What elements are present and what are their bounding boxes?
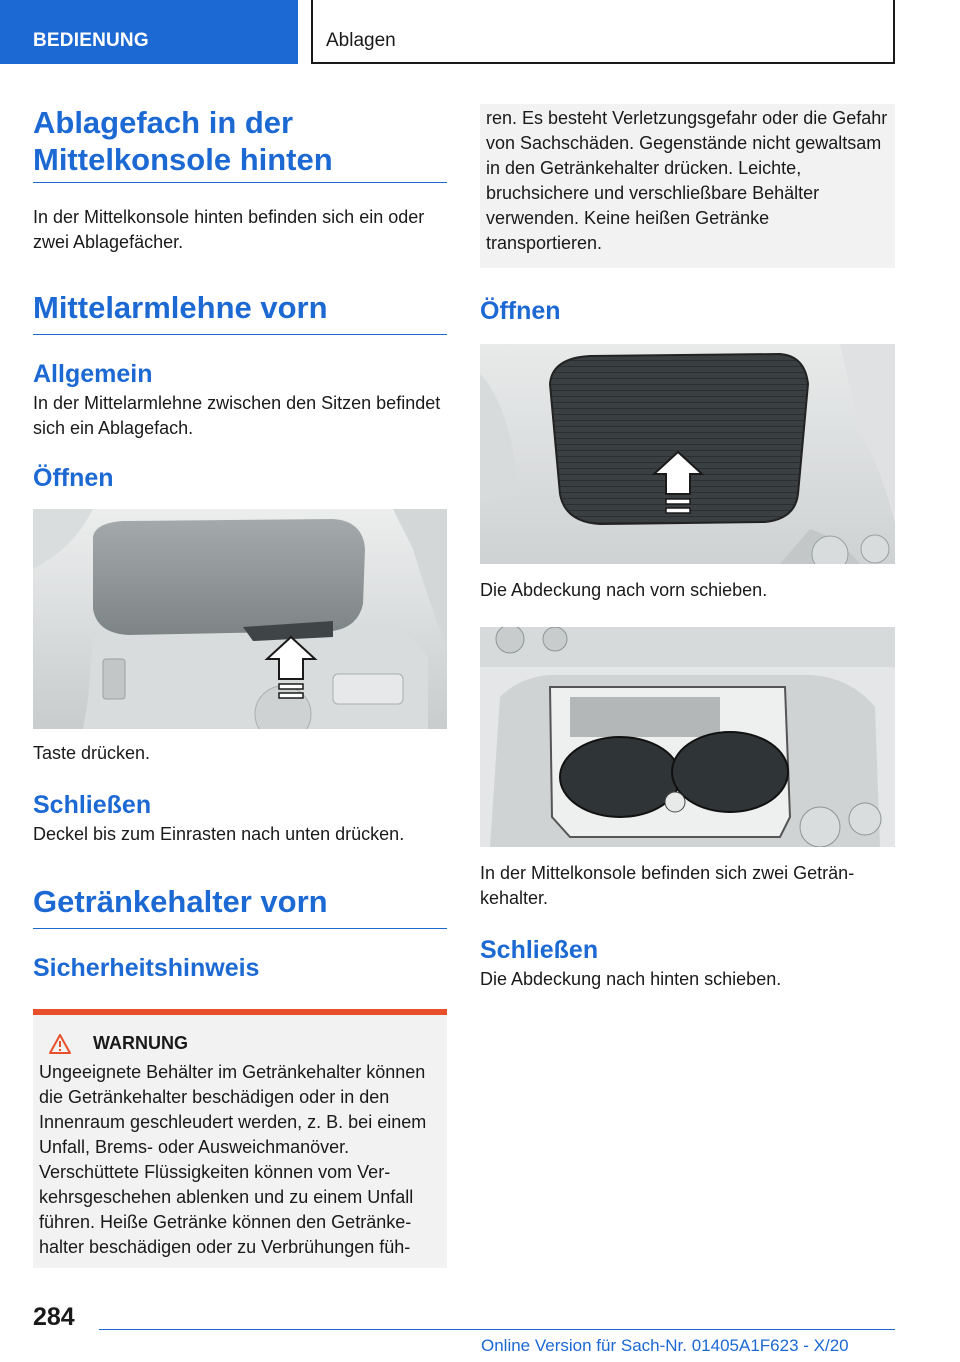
warning-box <box>33 1009 447 1268</box>
warning-text: Ungeeignete Behälter im Getränkehalter können die Getränkehalter beschädigen oder in den Innenraum geschleudert werden, z. B. bei einem Unfall, Brems- oder Ausweichmanöver. Verschüttete Flüssigkeiten können vom Verkehrsgeschehen ablenken und zu einem Unfall führen. Heiße Getränke können den Getränkehalter beschädigen oder zu Verbrühungen füh- <box>39 1062 427 1257</box>
footer-rule <box>99 1329 895 1330</box>
warning-triangle-icon <box>49 1034 71 1054</box>
heading-schliessen-getraenke: Schließen <box>480 936 599 964</box>
heading-sicherheitshinweis: Sicherheitshinweis <box>33 954 260 982</box>
heading-mittelarmlehne: Mittelarmlehne vorn <box>33 290 328 325</box>
warning-continuation-text: ren. Es besteht Verletzungsgefahr oder die Gefahr von Sachschäden. Gegenstände nicht gewaltsam in den Getränkehalter drücken. Leichte, bruchsichere und verschließbare Behälter verwenden. Keine heißen Getränke transportieren. <box>486 108 888 253</box>
heading-allgemein: Allgemein <box>33 360 153 388</box>
left-column <box>33 104 447 1268</box>
text-allgemein: In der Mittelarmlehne zwischen den Sitzen befindet sich ein Ablagefach. <box>33 393 441 438</box>
heading-rule <box>33 182 447 183</box>
heading-ablagefach: Ablagefach in der Mittelkonsole hinten <box>33 105 333 177</box>
warning-continuation <box>480 104 895 268</box>
caption-getraenkehalter: In der Mittelkonsole befinden sich zwei Getränkehalter. <box>480 863 855 908</box>
text-ablagefach: In der Mittelkonsole hinten befinden sich ein oder zwei Ablagefächer. <box>33 207 425 252</box>
heading-schliessen: Schließen <box>33 791 152 819</box>
heading-oeffnen-getraenke: Öffnen <box>480 297 561 325</box>
chapter-title: Ablagen <box>326 30 396 51</box>
right-column <box>480 104 895 992</box>
caption-abdeckung: Die Abdeckung nach vorn schieben. <box>480 580 768 600</box>
page-number: 284 <box>33 1303 75 1331</box>
text-schliessen: Deckel bis zum Einrasten nach unten drücken. <box>33 824 405 844</box>
heading-oeffnen: Öffnen <box>33 464 114 492</box>
heading-rule <box>33 928 447 929</box>
warning-label: WARNUNG <box>93 1033 188 1053</box>
cupholder-image <box>480 627 895 847</box>
cover-image <box>480 344 895 564</box>
caption-taste: Taste drücken. <box>33 743 151 763</box>
heading-rule <box>33 334 447 335</box>
chapter-tab <box>311 0 895 64</box>
section-title: BEDIENUNG <box>33 30 149 51</box>
heading-getraenkehalter: Getränkehalter vorn <box>33 884 328 919</box>
section-tab <box>0 0 298 64</box>
footer-online-version: Online Version für Sach-Nr. 01405A1F623 - X/20 <box>481 1336 849 1355</box>
armrest-image <box>33 509 447 729</box>
text-schliessen-getraenke: Die Abdeckung nach hinten schieben. <box>480 969 782 989</box>
